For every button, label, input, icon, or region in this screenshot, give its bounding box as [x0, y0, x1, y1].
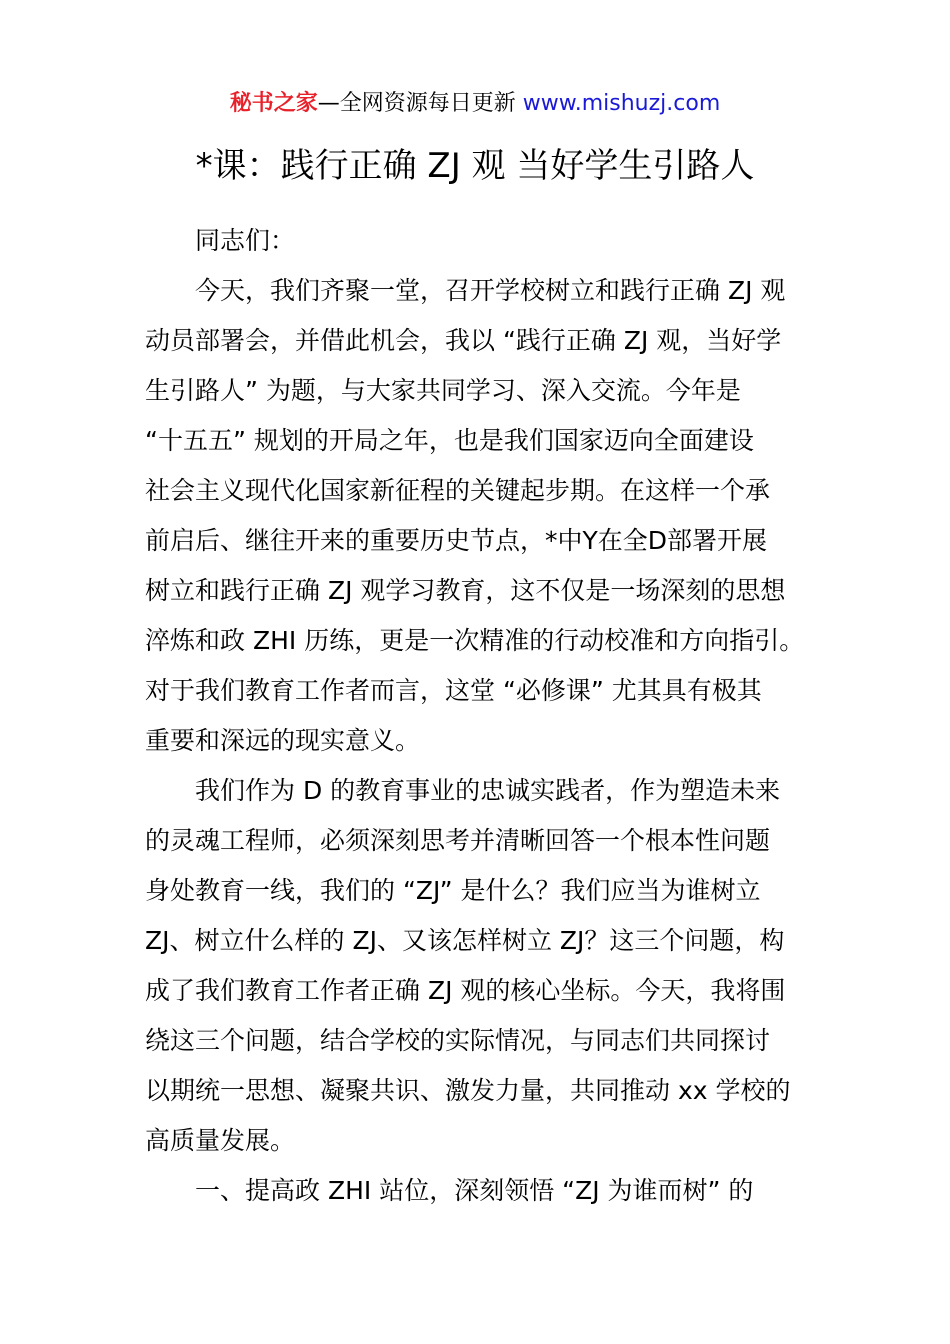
salutation: 同志们： [195, 226, 296, 255]
site-tagline: —全网资源每日更新 [317, 91, 516, 116]
paragraph-2-line-2: 的灵魂工程师，必须深刻思考并清晰回答一个根本性问题 [145, 826, 771, 855]
site-brand-name: 秘书之家 [229, 91, 318, 116]
paragraph-2-line-6: 绕这三个问题，结合学校的实际情况，与同志们共同探讨 [145, 1026, 771, 1055]
site-header-banner [0, 86, 950, 122]
paragraph-1-line-2: 动员部署会，并借此机会，我以 “践行正确 ZJ 观，当好学 [145, 326, 782, 355]
paragraph-2-line-8: 高质量发展。 [145, 1126, 296, 1155]
paragraph-1-line-3: 生引路人” 为题，与大家共同学习、深入交流。今年是 [145, 376, 741, 405]
paragraph-2-line-4: ZJ、树立什么样的 ZJ、又该怎样树立 ZJ？这三个问题，构 [145, 926, 785, 955]
site-url-link[interactable]: www.mishuzj.com [522, 91, 721, 116]
document-title: *课：践行正确 ZJ 观 当好学生引路人 [195, 146, 755, 186]
paragraph-1-line-5: 社会主义现代化国家新征程的关键起步期。在这样一个承 [145, 476, 771, 505]
paragraph-1-line-10: 重要和深远的现实意义。 [145, 726, 421, 755]
paragraph-2-line-3: 身处教育一线，我们的 “ZJ” 是什么？我们应当为谁树立 [145, 876, 761, 905]
paragraph-1-line-9: 对于我们教育工作者而言，这堂 “必修课” 尤其具有极其 [145, 676, 762, 705]
paragraph-1-line-4: “十五五” 规划的开局之年，也是我们国家迈向全面建设 [145, 426, 754, 455]
paragraph-1-line-6: 前启后、继往开来的重要历史节点，*中Y在全D部署开展 [145, 526, 768, 555]
document-body [145, 216, 820, 1216]
paragraph-2-line-5: 成了我们教育工作者正确 ZJ 观的核心坐标。今天，我将围 [145, 976, 786, 1005]
paragraph-2-line-7: 以期统一思想、凝聚共识、激发力量，共同推动 xx 学校的 [145, 1076, 791, 1105]
paragraph-1-line-7: 树立和践行正确 ZJ 观学习教育，这不仅是一场深刻的思想 [145, 576, 786, 605]
section-1-heading: 一、提高政 ZHI 站位，深刻领悟 “ZJ 为谁而树” 的 [195, 1176, 754, 1205]
paragraph-2-line-1: 我们作为 D 的教育事业的忠诚实践者，作为塑造未来 [195, 776, 781, 805]
paragraph-1-line-1: 今天，我们齐聚一堂，召开学校树立和践行正确 ZJ 观 [195, 276, 786, 305]
paragraph-1-line-8: 淬炼和政 ZHI 历练，更是一次精准的行动校准和方向指引。 [145, 626, 805, 655]
